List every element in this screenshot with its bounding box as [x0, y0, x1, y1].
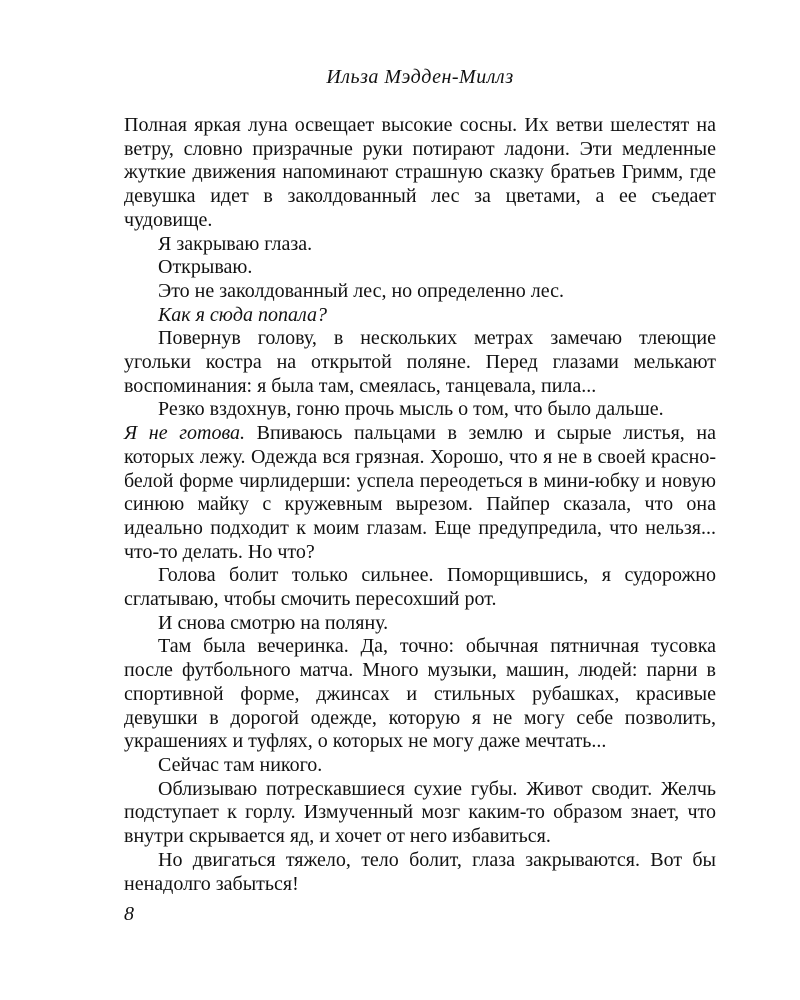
paragraph-12: Сейчас там никого. [158, 753, 323, 776]
paragraph-11: Там была вечеринка. Да, точно: обычная пятничная тусовка после футбольного матча. Много музыки, машин, людей: парни в спортивной форме, джинсах и стильных рубашках, красивые девушки в дорогой одежде, которую я не могу себе позволить, украшениях и туфлях, о которых не могу даже мечтать... [124, 635, 716, 753]
paragraph-8 [124, 422, 716, 564]
paragraph-5-italic: Как я сюда попала? [158, 303, 327, 326]
paragraph-4: Это не заколдованный лес, но определенно лес. [158, 279, 565, 302]
paragraph-3: Открываю. [158, 256, 253, 279]
page-number: 8 [124, 903, 134, 925]
paragraph-1: Полная яркая луна освещает высокие сосны. Их ветви шелестят на ветру, словно призрачные руки потирают ладони. Эти медленные жуткие движения напоминают страшную сказку братьев Гримм, где девушка идет в заколдованный лес за цветами, а ее съедает чудовище. [124, 114, 716, 231]
paragraph-14: Но двигаться тяжело, тело болит, глаза закрываются. Вот бы ненадолго забыться! [124, 848, 716, 895]
paragraph-13: Облизываю потрескавшиеся сухие губы. Живот сводит. Желчь подступает к горлу. Измученный мозг каким-то образом знает, что внутри скрывается яд, и хочет от него избавиться. [124, 777, 716, 848]
paragraph-7: Резко вздохнув, гоню прочь мысль о том, что было дальше. [158, 398, 664, 421]
paragraph-2: Я закрываю глаза. [158, 232, 313, 255]
paragraph-8-text: Впиваюсь пальцами в землю и сырые листья, на которых лежу. Одежда вся грязная. Хорошо, что я не в своей красно-белой форме чирлидерши: успела переодеться в мини-юбку и новую синюю майку с кружевным вырезом. Пайпер сказала, что она идеально подходит к моим глазам. Еще предупредила, что нельзя... что-то делать. Но что? [124, 422, 717, 563]
running-head: Ильза Мэдден-Миллз [326, 66, 514, 88]
paragraph-10: И снова смотрю на поляну. [158, 611, 389, 634]
paragraph-9: Голова болит только сильнее. Поморщившись, я судорожно сглатываю, чтобы смочить пересохший рот. [124, 564, 716, 611]
paragraph-6: Повернув голову, в нескольких метрах замечаю тлеющие угольки костра на открытой поляне. Перед глазами мелькают воспоминания: я была там, смеялась, танцевала, пила... [124, 327, 716, 397]
book-page [124, 62, 716, 962]
body-text [124, 114, 716, 896]
italic-phrase: Я не готова. [124, 422, 246, 445]
